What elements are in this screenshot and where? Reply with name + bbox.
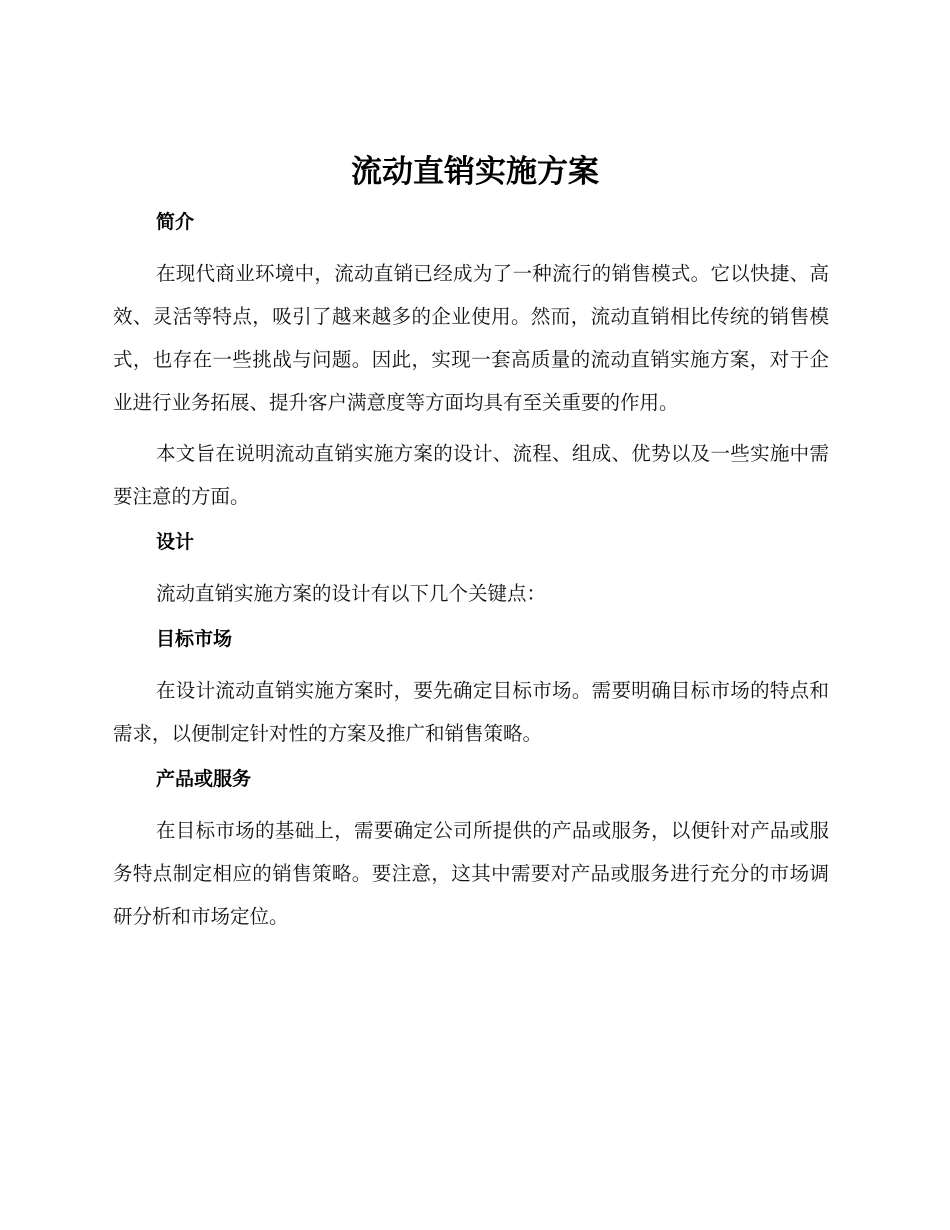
paragraph: 本文旨在说明流动直销实施方案的设计、流程、组成、优势以及一些实施中需要注意的方面。 [113, 442, 829, 508]
section-heading-product-service: 产品或服务 [156, 768, 252, 790]
paragraph: 在现代商业环境中，流动直销已经成为了一种流行的销售模式。它以快捷、高效、灵活等特点，吸引了越来越多的企业使用。然而，流动直销相比传统的销售模式，也存在一些挑战与问题。因此，实现一套高质量的流动直销实施方案，对于企业进行业务拓展、提升客户满意度等方面均具有至关重要的作用。 [113, 262, 829, 414]
section-heading-target-market: 目标市场 [156, 628, 233, 650]
document-title: 流动直销实施方案 [351, 154, 599, 190]
section-heading-intro: 简介 [156, 211, 195, 233]
section-product-service [113, 765, 829, 938]
paragraph: 在设计流动直销实施方案时，要先确定目标市场。需要明确目标市场的特点和需求，以便制定针对性的方案及推广和销售策略。 [113, 679, 829, 745]
section-heading-design: 设计 [156, 531, 195, 553]
section-intro [113, 208, 829, 518]
paragraph: 在目标市场的基础上，需要确定公司所提供的产品或服务，以便针对产品或服务特点制定相应的销售策略。要注意，这其中需要对产品或服务进行充分的市场调研分析和市场定位。 [113, 819, 829, 928]
paragraph: 流动直销实施方案的设计有以下几个关键点： [156, 582, 547, 605]
document-body [113, 200, 829, 946]
section-target-market [113, 625, 829, 755]
section-design [113, 528, 829, 615]
